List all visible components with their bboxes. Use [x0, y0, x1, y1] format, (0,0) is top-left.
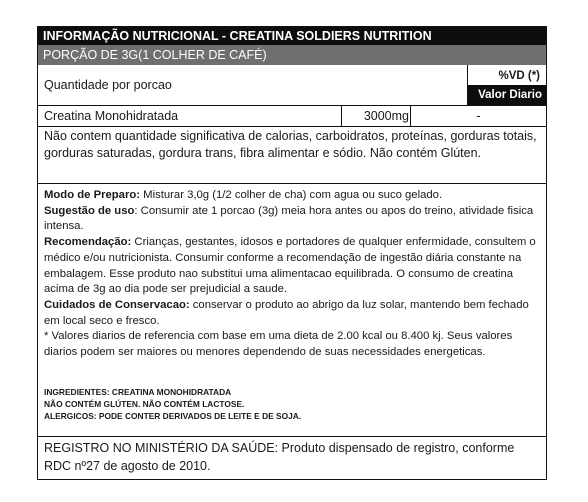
table-row	[38, 106, 546, 127]
gluten-lactose-line: NÃO CONTÉM GLÚTEN. NÃO CONTÉM LACTOSE.	[44, 399, 245, 409]
preparo-text: Misturar 3,0g (1/2 colher de cha) com agua ou suco gelado.	[140, 189, 443, 201]
sugestao-text: : Consumir ate 1 porcao (3g) meia hora antes ou apos do treino, atividade fisica intensa.	[44, 204, 534, 233]
nutrition-label	[37, 26, 547, 480]
allergens-line: ALERGICOS: PODE CONTER DERIVADOS DE LEITE E DE SOJA.	[44, 411, 302, 421]
nutrition-note: Não contem quantidade significativa de calorias, carboidratos, proteínas, gorduras totais, gorduras saturadas, gordura trans, fibra alimentar e sódio. Não contém Glúten.	[44, 129, 537, 160]
quantity-header-row	[38, 65, 546, 106]
ingredients-line: INGREDIENTES: CREATINA MONOHIDRATADA	[44, 387, 232, 397]
quantity-label: Quantidade por porcao	[44, 78, 172, 92]
instructions-text	[44, 188, 540, 361]
label-title: INFORMAÇÃO NUTRICIONAL - CREATINA SOLDIERS NUTRITION	[38, 27, 546, 45]
sugestao-paragraph	[44, 204, 540, 235]
daily-values-footnote: * Valores diarios de referencia com base em uma dieta de 2.00 kcal ou 8.400 kj. Seus valores diarios podem ser maiores ou menores dependendo de suas necessidades energeticas.	[44, 330, 513, 359]
ingredients-section	[44, 386, 540, 422]
conservacao-paragraph	[44, 298, 540, 329]
recomendacao-text: Crianças, gestantes, idosos e portadores de qualquer enfermidade, consultem o médico e/ou nutricionista. Consumir conforme a recomendação de ingestão diária constante na embalagem. Esse produto nao substitui uma alimentacao equilibrada. O consumo de creatina acima de 3g ao dia pode ser prejudicial a saude.	[44, 236, 536, 296]
recomendacao-label: Recomendação:	[44, 236, 132, 249]
conservacao-text: conservar o produto ao abrigo da luz solar, mantendo bem fechado em local seco e fresco.	[44, 298, 529, 327]
vd-cell	[468, 65, 546, 105]
instructions-block	[38, 183, 546, 437]
nutrient-name: Creatina Monohidratada	[44, 109, 179, 123]
vd-label: %VD (*)	[498, 70, 540, 82]
nutrient-amount: 3000mg	[363, 109, 409, 123]
sugestao-label: Sugestão de uso	[44, 204, 135, 217]
vd-sublabel: Valor Diario	[468, 85, 546, 105]
preparo-label: Modo de Preparo:	[44, 189, 141, 201]
conservacao-label: Cuidados de Conservacao:	[44, 298, 190, 311]
serving-size: PORÇÃO DE 3G(1 COLHER DE CAFÉ)	[38, 45, 546, 65]
preparo-paragraph	[44, 188, 540, 204]
quantity-cell	[38, 65, 468, 105]
recomendacao-paragraph	[44, 235, 540, 298]
registration-text: REGISTRO NO MINISTÉRIO DA SAÚDE: Produto dispensado de registro, conforme RDC nº27 de agosto de 2010.	[44, 441, 515, 473]
nutrient-vd: -	[476, 109, 481, 123]
